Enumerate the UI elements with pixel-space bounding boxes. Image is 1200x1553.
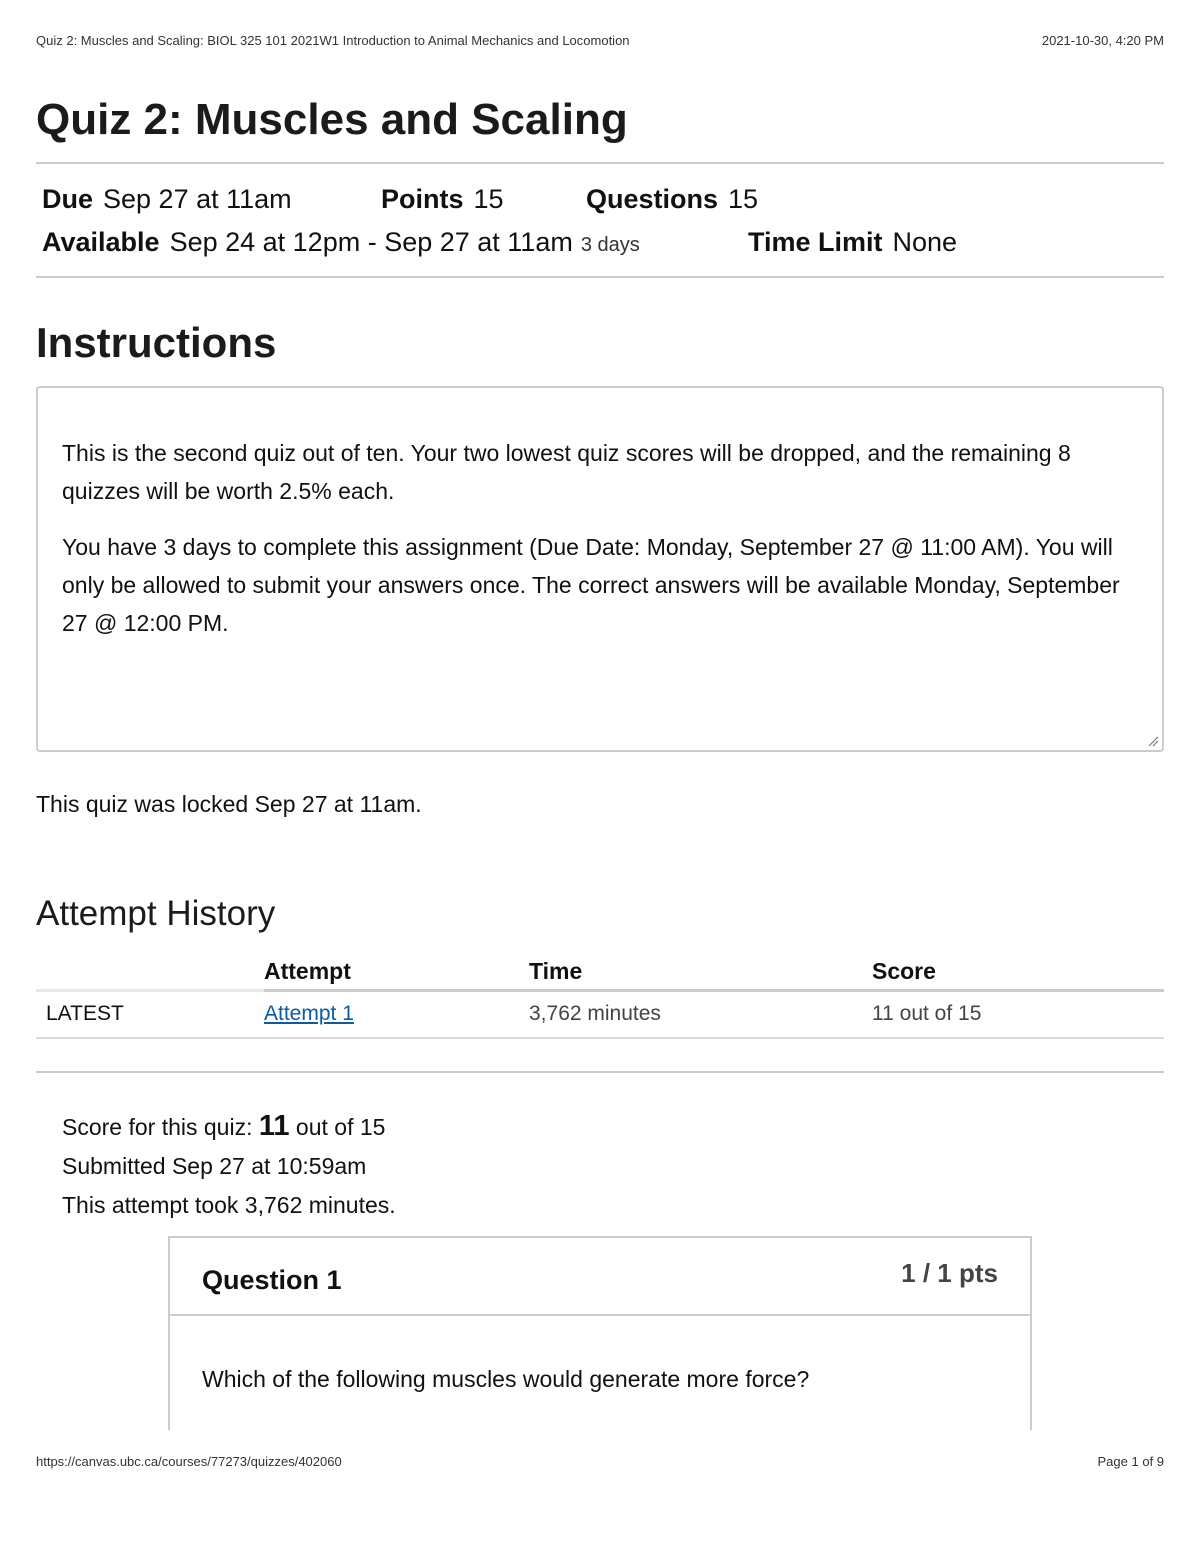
attempt-history-table — [36, 954, 1164, 1039]
instructions-heading: Instructions — [36, 319, 277, 366]
quiz-content — [36, 92, 1164, 1225]
quiz-details — [36, 164, 1164, 276]
details-row-2 — [42, 221, 1158, 264]
print-header-datetime: 2021-10-30, 4:20 PM — [1041, 33, 1164, 48]
question-points: 1 / 1 pts — [901, 1258, 998, 1288]
details-row-1 — [42, 178, 1158, 221]
print-footer-url: https://canvas.ubc.ca/courses/77273/quizzes/402060 — [36, 1454, 342, 1469]
time-limit-label: Time Limit — [748, 227, 883, 257]
score-summary — [36, 1107, 1164, 1225]
column-header-time: Time — [529, 954, 872, 990]
questions-label: Questions — [586, 184, 719, 214]
score-line — [62, 1107, 1164, 1147]
print-header — [36, 33, 1164, 53]
table-header-row — [36, 954, 1164, 990]
column-header-status — [36, 954, 264, 990]
time-limit-detail — [748, 221, 957, 264]
available-label: Available — [42, 227, 160, 257]
question-name: Question 1 — [202, 1265, 342, 1295]
column-header-score: Score — [872, 954, 1164, 990]
attempt-cell — [264, 990, 529, 1038]
instructions-paragraph-2: You have 3 days to complete this assignment (Due Date: Monday, September 27 @ 11:00 AM). You will only be allowed to submit your answers once. The correct answers will be available Monday, September 27 @ 12:00 PM. — [62, 534, 1120, 636]
duration-line: This attempt took 3,762 minutes. — [62, 1192, 396, 1218]
column-header-attempt: Attempt — [264, 954, 529, 990]
score-suffix: out of 15 — [289, 1114, 386, 1140]
locked-notice: This quiz was locked Sep 27 at 11am. — [36, 791, 422, 817]
points-detail — [381, 178, 586, 221]
attempt-history-heading: Attempt History — [36, 894, 276, 933]
attempt-1-link[interactable]: Attempt 1 — [264, 1002, 354, 1026]
instructions-box[interactable] — [36, 386, 1164, 752]
question-header — [170, 1238, 1030, 1316]
time-limit-value: None — [892, 227, 958, 257]
attempt-score: 11 out of 15 — [872, 990, 1164, 1038]
available-duration: 3 days — [580, 234, 640, 256]
resize-handle-icon[interactable] — [1147, 735, 1159, 747]
question-text: Which of the following muscles would generate more force? — [202, 1366, 810, 1392]
questions-detail — [586, 178, 758, 221]
score-prefix: Score for this quiz: — [62, 1114, 259, 1140]
instructions-paragraph-1: This is the second quiz out of ten. Your two lowest quiz scores will be dropped, and the remaining 8 quizzes will be worth 2.5% each. — [62, 440, 1071, 504]
print-footer — [36, 1454, 1164, 1474]
due-label: Due — [42, 184, 94, 214]
table-row — [36, 990, 1164, 1038]
due-value: Sep 27 at 11am — [103, 184, 292, 214]
attempt-time: 3,762 minutes — [529, 990, 872, 1038]
available-value: Sep 24 at 12pm - Sep 27 at 11am — [169, 227, 573, 257]
points-label: Points — [381, 184, 464, 214]
points-value: 15 — [473, 184, 504, 214]
page-title: Quiz 2: Muscles and Scaling — [36, 95, 628, 144]
question-card — [168, 1236, 1032, 1430]
details-divider — [36, 276, 1164, 278]
attempt-divider — [36, 1071, 1164, 1073]
print-header-title: Quiz 2: Muscles and Scaling: BIOL 325 101 2021W1 Introduction to Animal Mechanics and Locomotion — [36, 33, 630, 48]
attempt-status: LATEST — [36, 990, 264, 1038]
questions-value: 15 — [728, 184, 759, 214]
due-detail — [42, 178, 381, 221]
score-value: 11 — [258, 1110, 290, 1142]
available-detail — [42, 221, 748, 267]
print-footer-page: Page 1 of 9 — [1097, 1454, 1164, 1469]
submitted-line: Submitted Sep 27 at 10:59am — [62, 1153, 367, 1179]
